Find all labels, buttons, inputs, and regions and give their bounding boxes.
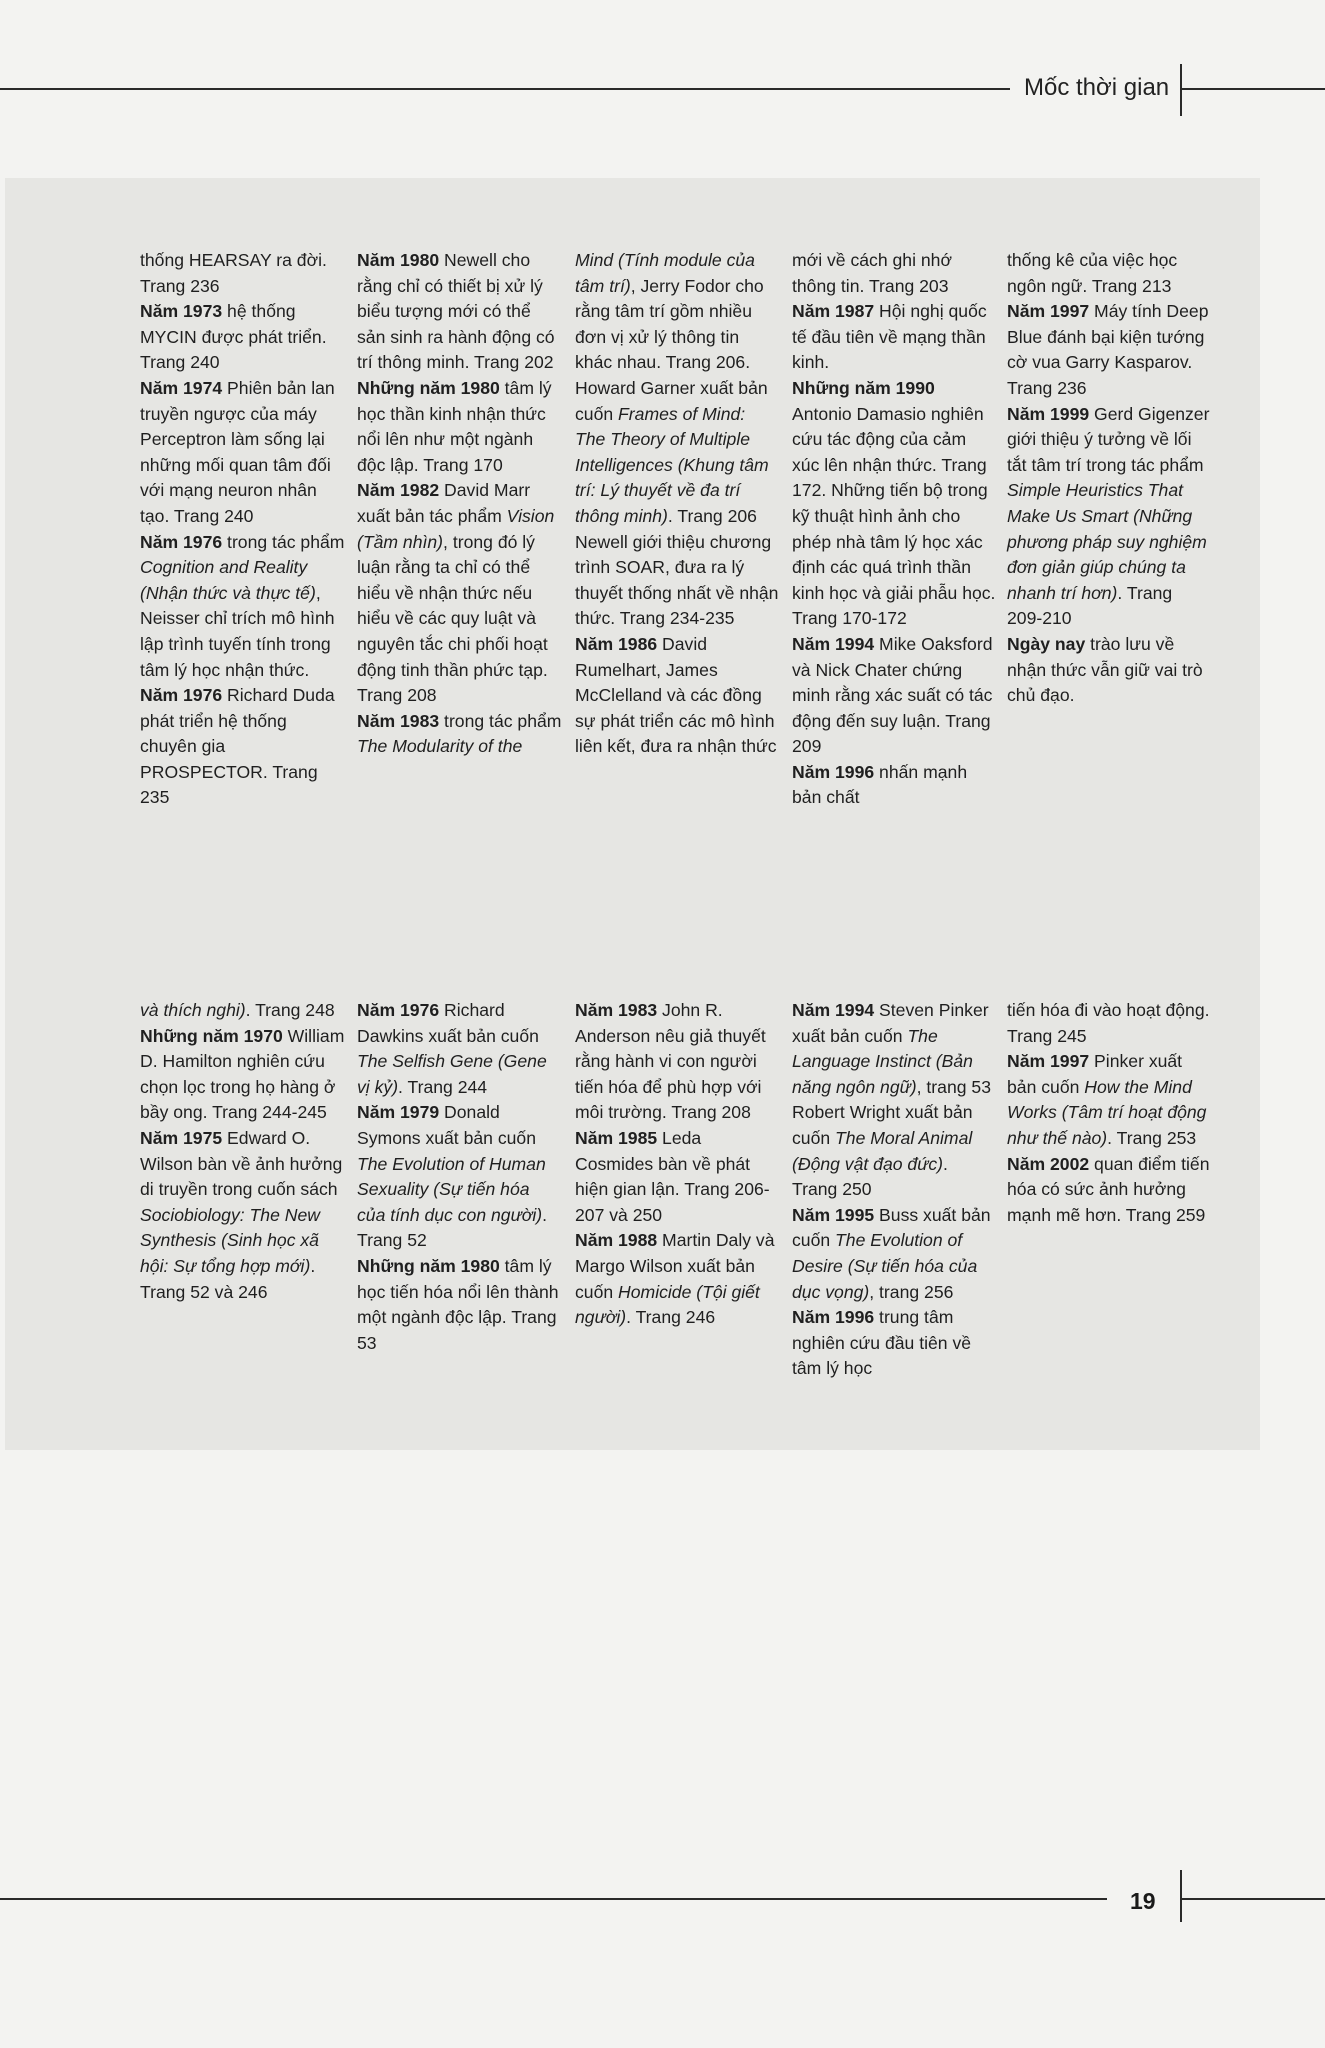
entry-book-title: Cognition and Reality (Nhận thức và thực tế): [140, 557, 316, 603]
entry-text: mới về cách ghi nhớ thông tin. Trang 203: [792, 250, 952, 296]
entry-text: Edward O. Wilson bàn về ảnh hưởng di truyền trong cuốn sách: [140, 1127, 343, 1200]
entry-text: . Trang 246: [626, 1307, 716, 1328]
entry-text: trào lưu về nhận thức vẫn giữ vai trò chủ đạo.: [1007, 633, 1203, 706]
entry-text: trong tác phẩm: [222, 531, 345, 552]
entry-text: tâm lý học thần kinh nhận thức nổi lên như một ngành độc lập. Trang 170: [357, 377, 552, 475]
timeline-entry: [792, 632, 997, 760]
entry-text: John R. Anderson nêu giả thuyết rằng hành vi con người tiến hóa để phù hợp với môi trường. Trang 208: [575, 1000, 766, 1123]
timeline-entry: [140, 376, 345, 530]
entry-text: Mike Oaksford và Nick Chater chứng minh rằng xác suất có tác động đến suy luận. Trang 209: [792, 633, 993, 757]
timeline-entry: [140, 1024, 345, 1126]
timeline-entry: [357, 709, 562, 760]
timeline-column: [575, 998, 780, 1331]
entry-text: William D. Hamilton nghiên cứu chọn lọc trong họ hàng ở bầy ong. Trang 244-245: [140, 1025, 345, 1123]
entry-year: Năm 1974: [140, 377, 223, 398]
entry-text: Antonio Damasio nghiên cứu tác động của cảm xúc lên nhận thức. Trang 172. Những tiến bộ trong kỹ thuật hình ảnh cho phép nhà tâm lý học xác định các quá trình thần kinh học và giải phẫu học. Trang 170-172: [792, 403, 996, 629]
timeline-entry: [792, 760, 997, 811]
timeline-entry: [575, 1228, 780, 1330]
timeline-column: [357, 998, 562, 1356]
entry-book-title: và thích nghi): [140, 1000, 246, 1020]
entry-text: . Trang 248: [245, 1000, 335, 1020]
timeline-entry: [792, 1203, 997, 1305]
entry-text: Martin Daly và Margo Wilson xuất bản cuốn: [575, 1230, 775, 1302]
timeline-entry: [1007, 998, 1212, 1049]
entry-text: Buss xuất bản cuốn: [792, 1204, 991, 1251]
entry-text: . Trang 209-210: [1007, 582, 1173, 629]
entry-year: Năm 1983: [357, 710, 440, 731]
timeline-column: [575, 248, 780, 760]
timeline-column: [1007, 248, 1212, 709]
entry-book-title: Simple Heuristics That Make Us Smart (Những phương pháp suy nghiệm đơn giản giúp chúng ta nhanh trí hơn): [1007, 480, 1207, 603]
timeline-entry: [1007, 299, 1212, 401]
timeline-column: [357, 248, 562, 760]
entry-text: . Trang 52: [357, 1204, 548, 1251]
entry-book-title: Sociobiology: The New Synthesis (Sinh học xã hội: Sự tổng hợp mới): [140, 1204, 320, 1276]
entry-text: , Jerry Fodor cho rằng tâm trí gồm nhiều đơn vị xử lý thông tin khác nhau. Trang 206.: [575, 275, 764, 373]
entry-text: Newell cho rằng chỉ có thiết bị xử lý biểu tượng mới có thể sản sinh ra hành động có trí thông minh. Trang 202: [357, 250, 555, 373]
entry-text: , trong đó lý luận rằng ta chỉ có thể hiểu về nhận thức nếu hiểu về các quy luật và nguyên tắc chi phối hoạt động tinh thần phức tạp. Trang 208: [357, 531, 548, 706]
footer-rule-left: [0, 1898, 1107, 1900]
entry-year: Năm 1975: [140, 1127, 223, 1148]
entry-book-title: The Evolution of Human Sexuality (Sự tiến hóa của tính dục con người): [357, 1153, 546, 1225]
timeline-entry: [1007, 1049, 1212, 1151]
entry-text: . Trang 250: [792, 1153, 948, 1200]
timeline-entry: [357, 998, 562, 1100]
entry-book-title: Homicide (Tội giết người): [575, 1281, 760, 1328]
timeline-entry: [140, 683, 345, 811]
entry-year: Năm 1996: [792, 761, 875, 782]
entry-book-title: Mind (Tính module của tâm trí): [575, 250, 755, 296]
header-rule-right: [1182, 88, 1325, 90]
timeline-column: [792, 248, 997, 811]
timeline-entry: [1007, 402, 1212, 632]
timeline-column: [1007, 998, 1212, 1228]
timeline-entry: [575, 1126, 780, 1228]
entry-year: Những năm 1990: [792, 377, 935, 398]
entry-year: Ngày nay: [1007, 633, 1086, 654]
timeline-entry: [357, 248, 562, 376]
entry-year: Năm 1997: [1007, 1051, 1090, 1072]
timeline-entry: [792, 1305, 997, 1382]
entry-text: Gerd Gigenzer giới thiệu ý tưởng về lối tắt tâm trí trong tác phẩm: [1007, 403, 1210, 475]
running-header-title: Mốc thời gian: [1024, 74, 1170, 101]
timeline-entry: [792, 299, 997, 376]
entry-text: . Trang 253: [1107, 1127, 1197, 1148]
entry-text: Hội nghị quốc tế đầu tiên về mạng thần kinh.: [792, 301, 987, 373]
entry-text: . Trang 52 và 246: [140, 1255, 316, 1302]
entry-book-title: How the Mind Works (Tâm trí hoạt động như thế nào): [1007, 1076, 1207, 1148]
timeline-entry: [357, 478, 562, 708]
timeline-entry: [792, 998, 997, 1203]
timeline-entry: [575, 632, 780, 760]
entry-text: Phiên bản lan truyền ngược của máy Perceptron làm sống lại những mối quan tâm đối với mạng neuron nhân tạo. Trang 240: [140, 377, 335, 526]
entry-book-title: The Language Instinct (Bản năng ngôn ngữ): [792, 1025, 973, 1097]
entry-text: hệ thống MYCIN được phát triển. Trang 240: [140, 301, 327, 373]
entry-book-title: The Selfish Gene (Gene vị kỷ): [357, 1051, 547, 1097]
footer-rule-right: [1182, 1898, 1325, 1900]
entry-book-title: The Modularity of the: [357, 736, 523, 757]
entry-text: Máy tính Deep Blue đánh bại kiện tướng cờ vua Garry Kasparov. Trang 236: [1007, 301, 1209, 398]
timeline-entry: [575, 376, 780, 530]
entry-book-title: The Moral Animal (Động vật đạo đức): [792, 1127, 973, 1174]
timeline-entry: [575, 248, 780, 376]
entry-year: Năm 1986: [575, 633, 658, 654]
entry-year: Năm 1982: [357, 480, 440, 501]
entry-year: Năm 1985: [575, 1127, 658, 1148]
entry-book-title: Frames of Mind: The Theory of Multiple Intelligences (Khung tâm trí: Lý thuyết về đa trí thông minh): [575, 403, 769, 526]
entry-year: Những năm 1980: [357, 377, 500, 398]
entry-text: Pinker xuất bản cuốn: [1007, 1051, 1183, 1097]
entry-text: , trang 256: [869, 1281, 954, 1302]
entry-year: Những năm 1970: [140, 1025, 283, 1046]
entry-book-title: Vision (Tầm nhìn): [357, 505, 555, 552]
entry-year: Năm 1979: [357, 1102, 440, 1123]
entry-year: Những năm 1980: [357, 1255, 500, 1276]
entry-text: tiến hóa đi vào hoạt động. Trang 245: [1007, 1000, 1210, 1046]
timeline-entry: [1007, 248, 1212, 299]
timeline-entry: [357, 1254, 562, 1356]
timeline-entry: [1007, 632, 1212, 709]
timeline-column: [140, 998, 345, 1305]
timeline-entry: [140, 248, 345, 299]
timeline-entry: [575, 998, 780, 1126]
timeline-entry: [792, 376, 997, 632]
entry-text: David Rumelhart, James McClelland và các đồng sự phát triển các mô hình liên kết, đưa ra nhận thức: [575, 633, 777, 757]
entry-text: David Marr xuất bản tác phẩm: [357, 480, 531, 526]
timeline-entry: [140, 299, 345, 376]
entry-year: Năm 1976: [140, 531, 223, 552]
timeline-entry: [357, 376, 562, 478]
entry-year: Năm 2002: [1007, 1153, 1090, 1174]
entry-text: thống kê của việc học ngôn ngữ. Trang 213: [1007, 250, 1178, 296]
entry-year: Năm 1994: [792, 633, 875, 654]
timeline-entry: [140, 1126, 345, 1305]
timeline-entry: [140, 530, 345, 684]
entry-year: Năm 1999: [1007, 403, 1090, 424]
entry-year: Năm 1997: [1007, 301, 1090, 322]
entry-year: Năm 1980: [357, 250, 440, 270]
entry-year: Năm 1976: [357, 1000, 440, 1020]
entry-text: Steven Pinker xuất bản cuốn: [792, 1000, 989, 1046]
entry-text: nhấn mạnh bản chất: [792, 761, 968, 808]
entry-text: quan điểm tiến hóa có sức ảnh hưởng mạnh mẽ hơn. Trang 259: [1007, 1153, 1210, 1225]
timeline-column: [792, 998, 997, 1382]
entry-text: Donald Symons xuất bản cuốn: [357, 1102, 536, 1148]
timeline-entry: [1007, 1152, 1212, 1229]
entry-text: trong tác phẩm: [439, 710, 562, 731]
entry-year: Năm 1987: [792, 301, 875, 322]
entry-year: Năm 1995: [792, 1204, 875, 1225]
timeline-entry: [140, 998, 345, 1024]
entry-text: , Neisser chỉ trích mô hình lập trình tuyến tính trong tâm lý học nhận thức.: [140, 582, 335, 680]
timeline-entry: [792, 248, 997, 299]
entry-text: thống HEARSAY ra đời. Trang 236: [140, 250, 327, 296]
entry-text: Richard Duda phát triển hệ thống chuyên gia PROSPECTOR. Trang 235: [140, 685, 335, 808]
entry-text: , trang 53 Robert Wright xuất bản cuốn: [792, 1076, 991, 1148]
entry-text: Howard Garner xuất bản cuốn: [575, 377, 768, 424]
entry-year: Năm 1973: [140, 301, 223, 322]
entry-book-title: The Evolution of Desire (Sự tiến hóa của dục vọng): [792, 1230, 978, 1302]
timeline-entry: [357, 1100, 562, 1254]
entry-text: tâm lý học tiến hóa nổi lên thành một ngành độc lập. Trang 53: [357, 1255, 559, 1353]
entry-text: . Trang 206: [667, 505, 757, 526]
entry-text: . Trang 244: [398, 1076, 488, 1097]
entry-year: Năm 1988: [575, 1230, 658, 1251]
timeline-column: [140, 248, 345, 811]
entry-text: Leda Cosmides bàn về phát hiện gian lận. Trang 206-207 và 250: [575, 1127, 770, 1225]
entry-text: Richard Dawkins xuất bản cuốn: [357, 1000, 539, 1046]
entry-year: Năm 1996: [792, 1307, 875, 1328]
entry-text: trung tâm nghiên cứu đầu tiên về tâm lý học: [792, 1307, 972, 1379]
page-number: 19: [1130, 1888, 1156, 1914]
entry-year: Năm 1976: [140, 685, 223, 706]
entry-text: Newell giới thiệu chương trình SOAR, đưa ra lý thuyết thống nhất về nhận thức. Trang 234-235: [575, 531, 779, 629]
entry-year: Năm 1994: [792, 1000, 875, 1020]
entry-year: Năm 1983: [575, 1000, 658, 1020]
header-rule-left: [0, 88, 1010, 90]
timeline-entry: [575, 530, 780, 632]
